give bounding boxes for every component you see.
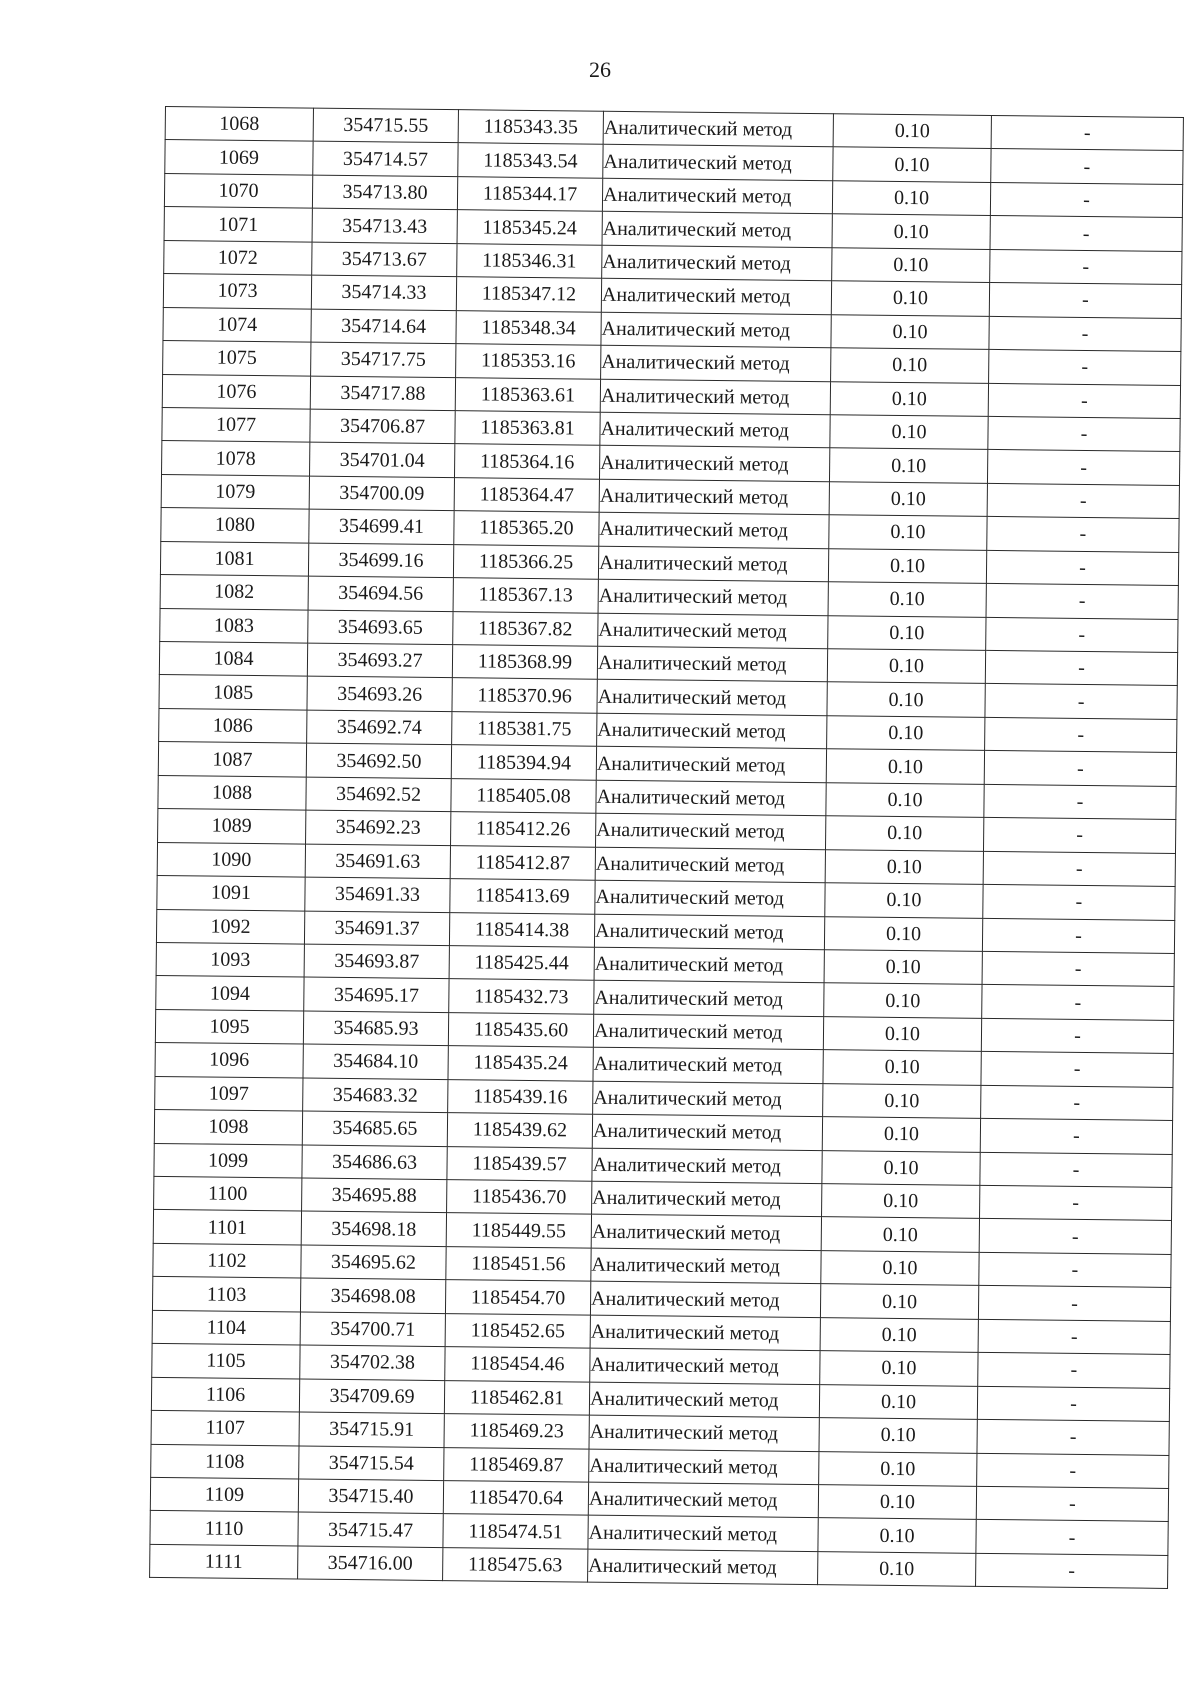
table-body: [150, 107, 1184, 1589]
note-cell: -: [988, 416, 1180, 452]
method-cell: Аналитический метод: [598, 613, 828, 649]
y-coordinate-cell: 1185394.94: [451, 745, 596, 780]
note-cell: -: [987, 450, 1179, 486]
note-cell: -: [978, 1286, 1170, 1322]
x-coordinate-cell: 354715.54: [299, 1446, 444, 1481]
y-coordinate-cell: 1185343.54: [458, 143, 603, 178]
method-cell: Аналитический метод: [598, 546, 828, 582]
point-number-cell: 1102: [153, 1243, 301, 1278]
method-cell: Аналитический метод: [603, 145, 833, 181]
point-number-cell: 1074: [163, 307, 311, 342]
y-coordinate-cell: 1185454.46: [445, 1347, 590, 1382]
note-cell: -: [985, 684, 1177, 720]
method-cell: Аналитический метод: [589, 1382, 819, 1418]
y-coordinate-cell: 1185353.16: [456, 344, 601, 379]
y-coordinate-cell: 1185370.96: [452, 678, 597, 713]
method-cell: Аналитический метод: [588, 1482, 818, 1518]
accuracy-cell: 0.10: [826, 782, 984, 817]
note-cell: -: [977, 1453, 1169, 1489]
x-coordinate-cell: 354694.56: [308, 576, 453, 611]
x-coordinate-cell: 354695.17: [304, 977, 449, 1012]
method-cell: Аналитический метод: [601, 278, 831, 314]
y-coordinate-cell: 1185452.65: [445, 1313, 590, 1348]
x-coordinate-cell: 354692.23: [306, 810, 451, 845]
note-cell: -: [984, 751, 1176, 787]
point-number-cell: 1078: [162, 441, 310, 476]
point-number-cell: 1071: [164, 207, 312, 242]
x-coordinate-cell: 354691.37: [304, 911, 449, 946]
note-cell: -: [976, 1486, 1168, 1522]
accuracy-cell: 0.10: [827, 716, 985, 751]
x-coordinate-cell: 354713.80: [312, 175, 457, 210]
method-cell: Аналитический метод: [595, 847, 825, 883]
accuracy-cell: 0.10: [828, 615, 986, 650]
x-coordinate-cell: 354715.40: [298, 1479, 443, 1514]
y-coordinate-cell: 1185364.47: [454, 477, 599, 512]
note-cell: -: [989, 349, 1181, 385]
method-cell: Аналитический метод: [595, 880, 825, 916]
accuracy-cell: 0.10: [827, 649, 985, 684]
y-coordinate-cell: 1185348.34: [456, 310, 601, 345]
y-coordinate-cell: 1185344.17: [457, 177, 602, 212]
accuracy-cell: 0.10: [818, 1518, 976, 1553]
note-cell: -: [979, 1219, 1171, 1255]
method-cell: Аналитический метод: [592, 1181, 822, 1217]
method-cell: Аналитический метод: [592, 1148, 822, 1184]
method-cell: Аналитический метод: [599, 512, 829, 548]
accuracy-cell: 0.10: [833, 147, 991, 182]
point-number-cell: 1105: [152, 1344, 300, 1379]
y-coordinate-cell: 1185439.57: [447, 1146, 592, 1181]
accuracy-cell: 0.10: [818, 1551, 976, 1586]
accuracy-cell: 0.10: [832, 214, 990, 249]
method-cell: Аналитический метод: [594, 914, 824, 950]
coordinates-table-wrap: [149, 106, 1183, 1589]
point-number-cell: 1095: [155, 1009, 303, 1044]
accuracy-cell: 0.10: [831, 314, 989, 349]
accuracy-cell: 0.10: [828, 548, 986, 583]
point-number-cell: 1076: [162, 374, 310, 409]
point-number-cell: 1072: [164, 240, 312, 275]
method-cell: Аналитический метод: [588, 1549, 818, 1585]
x-coordinate-cell: 354698.18: [301, 1211, 446, 1246]
method-cell: Аналитический метод: [596, 780, 826, 816]
accuracy-cell: 0.10: [819, 1384, 977, 1419]
accuracy-cell: 0.10: [825, 883, 983, 918]
x-coordinate-cell: 354695.88: [302, 1178, 447, 1213]
y-coordinate-cell: 1185412.87: [450, 845, 595, 880]
point-number-cell: 1096: [155, 1043, 303, 1078]
accuracy-cell: 0.10: [819, 1451, 977, 1486]
y-coordinate-cell: 1185366.25: [453, 544, 598, 579]
x-coordinate-cell: 354685.65: [302, 1111, 447, 1146]
x-coordinate-cell: 354699.41: [309, 509, 454, 544]
accuracy-cell: 0.10: [823, 1016, 981, 1051]
y-coordinate-cell: 1185347.12: [456, 277, 601, 312]
note-cell: -: [976, 1553, 1168, 1589]
note-cell: -: [985, 650, 1177, 686]
method-cell: Аналитический метод: [599, 479, 829, 515]
point-number-cell: 1075: [163, 341, 311, 376]
accuracy-cell: 0.10: [825, 816, 983, 851]
x-coordinate-cell: 354692.50: [306, 743, 451, 778]
point-number-cell: 1107: [151, 1410, 299, 1445]
note-cell: -: [991, 149, 1183, 185]
point-number-cell: 1073: [163, 274, 311, 309]
y-coordinate-cell: 1185475.63: [443, 1547, 588, 1582]
point-number-cell: 1080: [161, 508, 309, 543]
point-number-cell: 1086: [159, 708, 307, 743]
note-cell: -: [978, 1319, 1170, 1355]
note-cell: -: [980, 1119, 1172, 1155]
y-coordinate-cell: 1185425.44: [449, 946, 594, 981]
x-coordinate-cell: 354698.08: [300, 1278, 445, 1313]
point-number-cell: 1104: [152, 1310, 300, 1345]
method-cell: Аналитический метод: [591, 1248, 821, 1284]
accuracy-cell: 0.10: [818, 1485, 976, 1520]
note-cell: -: [986, 584, 1178, 620]
point-number-cell: 1085: [159, 675, 307, 710]
point-number-cell: 1106: [151, 1377, 299, 1412]
method-cell: Аналитический метод: [597, 713, 827, 749]
point-number-cell: 1101: [153, 1210, 301, 1245]
point-number-cell: 1081: [160, 541, 308, 576]
method-cell: Аналитический метод: [600, 379, 830, 415]
x-coordinate-cell: 354715.47: [298, 1512, 443, 1547]
x-coordinate-cell: 354686.63: [302, 1145, 447, 1180]
point-number-cell: 1083: [160, 608, 308, 643]
x-coordinate-cell: 354702.38: [300, 1345, 445, 1380]
accuracy-cell: 0.10: [831, 348, 989, 383]
y-coordinate-cell: 1185363.61: [455, 377, 600, 412]
x-coordinate-cell: 354716.00: [298, 1546, 443, 1581]
note-cell: -: [986, 617, 1178, 653]
y-coordinate-cell: 1185474.51: [443, 1514, 588, 1549]
note-cell: -: [982, 918, 1174, 954]
note-cell: -: [987, 517, 1179, 553]
note-cell: -: [991, 115, 1183, 151]
note-cell: -: [981, 1085, 1173, 1121]
accuracy-cell: 0.10: [824, 983, 982, 1018]
accuracy-cell: 0.10: [832, 247, 990, 282]
accuracy-cell: 0.10: [823, 1083, 981, 1118]
accuracy-cell: 0.10: [823, 1050, 981, 1085]
accuracy-cell: 0.10: [822, 1184, 980, 1219]
accuracy-cell: 0.10: [829, 515, 987, 550]
x-coordinate-cell: 354714.57: [313, 142, 458, 177]
point-number-cell: 1109: [150, 1477, 298, 1512]
point-number-cell: 1103: [152, 1277, 300, 1312]
x-coordinate-cell: 354691.63: [305, 844, 450, 879]
y-coordinate-cell: 1185436.70: [447, 1180, 592, 1215]
accuracy-cell: 0.10: [827, 682, 985, 717]
point-number-cell: 1108: [151, 1444, 299, 1479]
x-coordinate-cell: 354717.75: [311, 342, 456, 377]
x-coordinate-cell: 354691.33: [305, 877, 450, 912]
point-number-cell: 1068: [165, 107, 313, 142]
method-cell: Аналитический метод: [591, 1215, 821, 1251]
y-coordinate-cell: 1185346.31: [457, 243, 602, 278]
method-cell: Аналитический метод: [598, 579, 828, 615]
accuracy-cell: 0.10: [821, 1251, 979, 1286]
note-cell: -: [983, 851, 1175, 887]
y-coordinate-cell: 1185454.70: [445, 1280, 590, 1315]
method-cell: Аналитический метод: [599, 446, 829, 482]
method-cell: Аналитический метод: [596, 813, 826, 849]
y-coordinate-cell: 1185364.16: [454, 444, 599, 479]
note-cell: -: [987, 483, 1179, 519]
point-number-cell: 1097: [155, 1076, 303, 1111]
accuracy-cell: 0.10: [833, 114, 991, 149]
method-cell: Аналитический метод: [600, 412, 830, 448]
y-coordinate-cell: 1185368.99: [452, 645, 597, 680]
point-number-cell: 1098: [154, 1110, 302, 1145]
note-cell: -: [988, 383, 1180, 419]
point-number-cell: 1087: [158, 742, 306, 777]
x-coordinate-cell: 354717.88: [310, 376, 455, 411]
x-coordinate-cell: 354692.52: [306, 777, 451, 812]
method-cell: Аналитический метод: [593, 1014, 823, 1050]
note-cell: -: [983, 884, 1175, 920]
x-coordinate-cell: 354685.93: [303, 1011, 448, 1046]
method-cell: Аналитический метод: [602, 245, 832, 281]
x-coordinate-cell: 354700.71: [300, 1312, 445, 1347]
y-coordinate-cell: 1185367.82: [453, 611, 598, 646]
note-cell: -: [977, 1386, 1169, 1422]
note-cell: -: [990, 182, 1182, 218]
point-number-cell: 1111: [150, 1544, 298, 1579]
method-cell: Аналитический метод: [592, 1114, 822, 1150]
accuracy-cell: 0.10: [831, 281, 989, 316]
x-coordinate-cell: 354713.67: [312, 242, 457, 277]
accuracy-cell: 0.10: [830, 381, 988, 416]
point-number-cell: 1070: [164, 173, 312, 208]
point-number-cell: 1082: [160, 575, 308, 610]
note-cell: -: [983, 818, 1175, 854]
method-cell: Аналитический метод: [601, 312, 831, 348]
y-coordinate-cell: 1185435.24: [448, 1046, 593, 1081]
method-cell: Аналитический метод: [593, 1047, 823, 1083]
note-cell: -: [982, 985, 1174, 1021]
note-cell: -: [984, 784, 1176, 820]
y-coordinate-cell: 1185449.55: [446, 1213, 591, 1248]
note-cell: -: [981, 1018, 1173, 1054]
accuracy-cell: 0.10: [824, 916, 982, 951]
note-cell: -: [979, 1252, 1171, 1288]
x-coordinate-cell: 354714.64: [311, 309, 456, 344]
y-coordinate-cell: 1185343.35: [458, 110, 603, 145]
note-cell: -: [989, 283, 1181, 319]
accuracy-cell: 0.10: [830, 415, 988, 450]
point-number-cell: 1090: [157, 842, 305, 877]
note-cell: -: [989, 316, 1181, 352]
note-cell: -: [977, 1419, 1169, 1455]
coordinates-table: [149, 106, 1184, 1589]
x-coordinate-cell: 354695.62: [301, 1245, 446, 1280]
accuracy-cell: 0.10: [832, 181, 990, 216]
y-coordinate-cell: 1185469.87: [444, 1447, 589, 1482]
method-cell: Аналитический метод: [589, 1449, 819, 1485]
method-cell: Аналитический метод: [590, 1281, 820, 1317]
x-coordinate-cell: 354700.09: [309, 476, 454, 511]
y-coordinate-cell: 1185365.20: [454, 511, 599, 546]
x-coordinate-cell: 354715.55: [313, 108, 458, 143]
note-cell: -: [978, 1353, 1170, 1389]
x-coordinate-cell: 354714.33: [311, 275, 456, 310]
method-cell: Аналитический метод: [593, 1081, 823, 1117]
y-coordinate-cell: 1185470.64: [443, 1481, 588, 1516]
page-number: 26: [589, 57, 611, 82]
note-cell: -: [985, 717, 1177, 753]
y-coordinate-cell: 1185345.24: [457, 210, 602, 245]
accuracy-cell: 0.10: [822, 1117, 980, 1152]
method-cell: Аналитический метод: [589, 1415, 819, 1451]
note-cell: -: [981, 1052, 1173, 1088]
accuracy-cell: 0.10: [820, 1317, 978, 1352]
point-number-cell: 1099: [154, 1143, 302, 1178]
note-cell: -: [990, 216, 1182, 252]
point-number-cell: 1079: [161, 474, 309, 509]
accuracy-cell: 0.10: [829, 482, 987, 517]
x-coordinate-cell: 354693.65: [308, 610, 453, 645]
point-number-cell: 1094: [156, 976, 304, 1011]
point-number-cell: 1092: [156, 909, 304, 944]
point-number-cell: 1091: [157, 876, 305, 911]
x-coordinate-cell: 354683.32: [303, 1078, 448, 1113]
note-cell: -: [986, 550, 1178, 586]
note-cell: -: [980, 1152, 1172, 1188]
y-coordinate-cell: 1185439.62: [447, 1113, 592, 1148]
y-coordinate-cell: 1185381.75: [452, 712, 597, 747]
x-coordinate-cell: 354693.27: [307, 643, 452, 678]
note-cell: -: [976, 1520, 1168, 1556]
point-number-cell: 1089: [158, 809, 306, 844]
y-coordinate-cell: 1185451.56: [446, 1246, 591, 1281]
x-coordinate-cell: 354684.10: [303, 1044, 448, 1079]
accuracy-cell: 0.10: [819, 1418, 977, 1453]
x-coordinate-cell: 354715.91: [299, 1412, 444, 1447]
method-cell: Аналитический метод: [597, 680, 827, 716]
point-number-cell: 1100: [154, 1176, 302, 1211]
point-number-cell: 1110: [150, 1511, 298, 1546]
x-coordinate-cell: 354706.87: [310, 409, 455, 444]
y-coordinate-cell: 1185462.81: [444, 1380, 589, 1415]
point-number-cell: 1084: [159, 641, 307, 676]
x-coordinate-cell: 354692.74: [307, 710, 452, 745]
point-number-cell: 1088: [158, 775, 306, 810]
y-coordinate-cell: 1185413.69: [450, 879, 595, 914]
y-coordinate-cell: 1185412.26: [451, 812, 596, 847]
y-coordinate-cell: 1185414.38: [449, 912, 594, 947]
method-cell: Аналитический метод: [597, 646, 827, 682]
y-coordinate-cell: 1185405.08: [451, 778, 596, 813]
accuracy-cell: 0.10: [820, 1351, 978, 1386]
accuracy-cell: 0.10: [820, 1284, 978, 1319]
y-coordinate-cell: 1185435.60: [448, 1012, 593, 1047]
method-cell: Аналитический метод: [594, 981, 824, 1017]
accuracy-cell: 0.10: [829, 448, 987, 483]
y-coordinate-cell: 1185469.23: [444, 1414, 589, 1449]
method-cell: Аналитический метод: [590, 1348, 820, 1384]
accuracy-cell: 0.10: [826, 749, 984, 784]
method-cell: Аналитический метод: [590, 1315, 820, 1351]
y-coordinate-cell: 1185363.81: [455, 411, 600, 446]
note-cell: -: [980, 1185, 1172, 1221]
x-coordinate-cell: 354709.69: [299, 1379, 444, 1414]
y-coordinate-cell: 1185367.13: [453, 578, 598, 613]
method-cell: Аналитический метод: [601, 345, 831, 381]
y-coordinate-cell: 1185439.16: [448, 1079, 593, 1114]
accuracy-cell: 0.10: [821, 1217, 979, 1252]
method-cell: Аналитический метод: [594, 947, 824, 983]
accuracy-cell: 0.10: [822, 1150, 980, 1185]
point-number-cell: 1077: [162, 407, 310, 442]
point-number-cell: 1093: [156, 942, 304, 977]
point-number-cell: 1069: [165, 140, 313, 175]
x-coordinate-cell: 354713.43: [312, 208, 457, 243]
y-coordinate-cell: 1185432.73: [449, 979, 594, 1014]
accuracy-cell: 0.10: [824, 950, 982, 985]
method-cell: Аналитический метод: [602, 178, 832, 214]
x-coordinate-cell: 354693.87: [304, 944, 449, 979]
method-cell: Аналитический метод: [588, 1516, 818, 1552]
method-cell: Аналитический метод: [602, 212, 832, 248]
method-cell: Аналитический метод: [596, 747, 826, 783]
method-cell: Аналитический метод: [603, 111, 833, 147]
accuracy-cell: 0.10: [828, 582, 986, 617]
x-coordinate-cell: 354699.16: [308, 543, 453, 578]
note-cell: -: [982, 951, 1174, 987]
note-cell: -: [990, 249, 1182, 285]
x-coordinate-cell: 354701.04: [310, 442, 455, 477]
x-coordinate-cell: 354693.26: [307, 677, 452, 712]
accuracy-cell: 0.10: [825, 849, 983, 884]
